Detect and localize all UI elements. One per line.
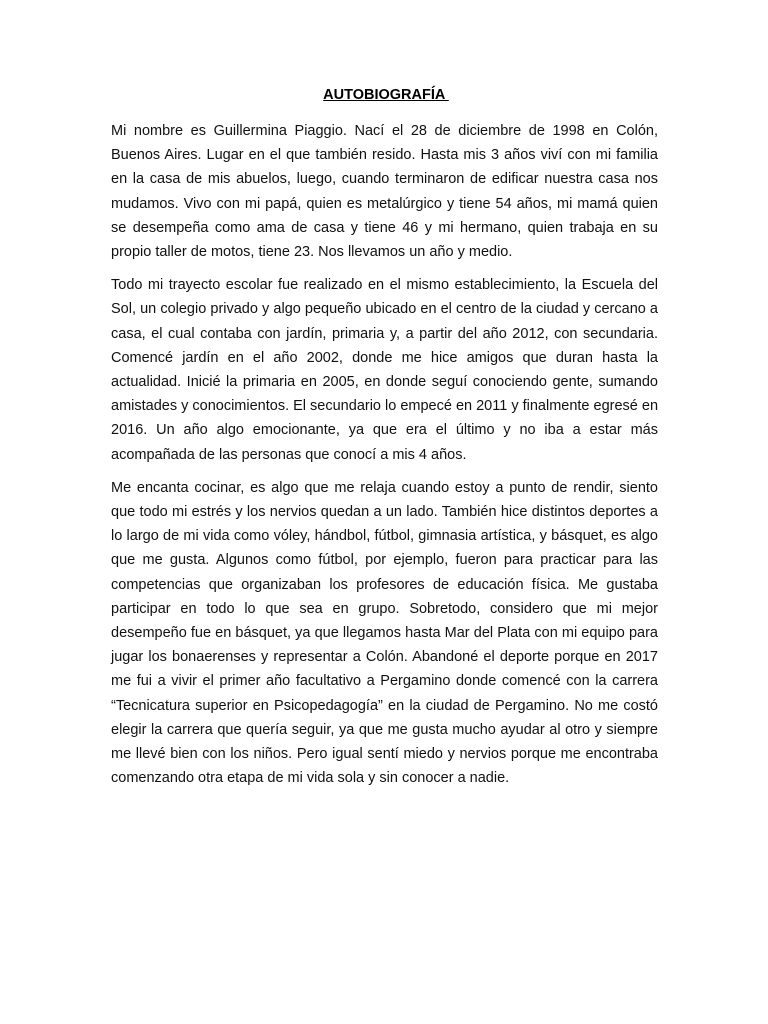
document-body: [111, 119, 658, 799]
paragraph-school-history: Todo mi trayecto escolar fue realizado en el mismo establecimiento, la Escuela del Sol, un colegio privado y algo pequeño ubicado en el centro de la ciudad y cercano a casa, el cual contaba con jardín, primaria y, a partir del año 2012, con secundaria. Comencé jardín en el año 2002, donde me hice amigos que duran hasta la actualidad. Inicié la primaria en 2005, en donde seguí conociendo gente, sumando amistades y conocimientos. El secundario lo empecé en 2011 y finalmente egresé en 2016. Un año algo emocionante, ya que era el último y no iba a estar más acompañada de las personas que conocí a mis 4 años.: [111, 277, 659, 463]
paragraph-hobbies-sports: Me encanta cocinar, es algo que me relaja cuando estoy a punto de rendir, siento que todo mi estrés y los nervios quedan a un lado. También hice distintos deportes a lo largo de mi vida como vóley, hándbol, fútbol, gimnasia artística, y básquet, es algo que me gusta. Algunos como fútbol, por ejemplo, fueron para practicar para las competencias que organizaban los profesores de educación física. Me gustaba participar en todo lo que sea en grupo. Sobretodo, considero que mi mejor desempeño fue en básquet, ya que llegamos hasta Mar del Plata con mi equipo para jugar los bonaerenses y representar a Colón. Abandoné el deporte porque en 2017 me fui a vivir el primer año facultativo a Pergamino donde comencé con la carrera “Tecnicatura superior en Psicopedagogía” en la ciudad de Pergamino. No me costó elegir la carrera que quería seguir, ya que me gusta mucho ayudar al otro y siempre me llevé bien con los niños. Pero igual sentí miedo y nervios porque me encontraba comenzando otra etapa de mi vida sola y sin conocer a nadie.: [111, 479, 658, 787]
paragraph-personal-info: Mi nombre es Guillermina Piaggio. Nací el 28 de diciembre de 1998 en Colón, Buenos Aires. Lugar en el que también resido. Hasta mis 3 años viví con mi familia en la casa de mis abuelos, luego, cuando terminaron de edificar nuestra casa nos mudamos. Vivo con mi papá, quien es metalúrgico y tiene 54 años, mi mamá quien se desempeña como ama de casa y tiene 46 y mi hermano, quien trabaja en su propio taller de motos, tiene 23. Nos llevamos un año y medio.: [111, 123, 658, 261]
document-title: AUTOBIOGRAFÍA: [323, 87, 449, 103]
